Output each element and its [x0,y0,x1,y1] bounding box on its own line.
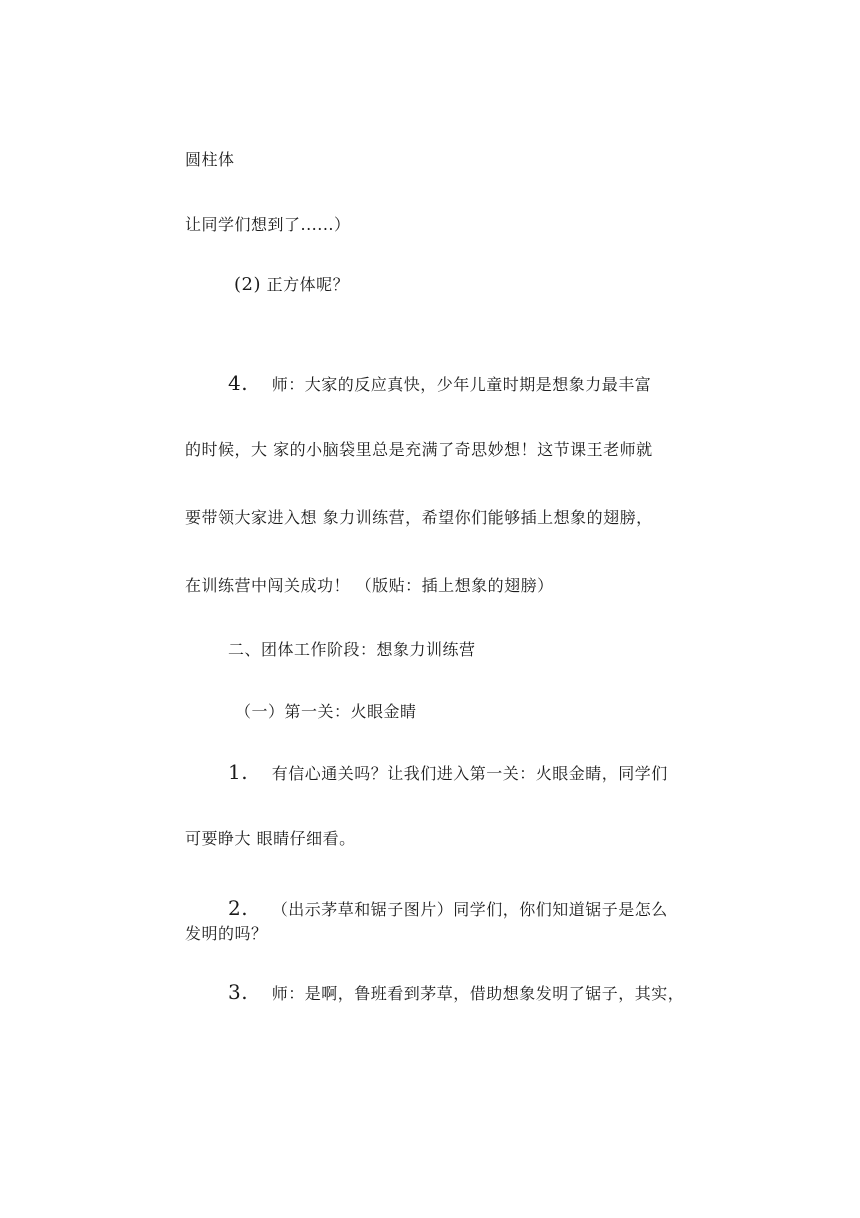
line-text: 要带领大家进入想 象力训练营，希望你们能够插上想象的翅膀， [185,508,653,527]
line-text: 的时候，大 家的小脑袋里总是充满了奇思妙想！这节课王老师就 [185,440,653,459]
text-line [185,215,351,235]
item-number: 4. [228,371,249,395]
line-text: （出示茅草和锯子图片）同学们，你们知道锯子是怎么 [271,900,668,919]
line-text: 师：是啊，鲁班看到茅草，借助想象发明了锯子，其实， [271,984,685,1003]
text-line [185,440,653,460]
text-line [228,898,668,920]
text-line [185,576,554,596]
item-number: (2) [234,274,261,295]
text-line [228,762,668,784]
line-text: 在训练营中闯关成功！ （版贴：插上想象的翅膀） [185,576,554,595]
heading-text: 二、团体工作阶段：想象力训练营 [228,640,476,659]
line-text: 圆柱体 [185,150,235,169]
subsection-heading [235,702,417,722]
line-text: 正方体呢？ [266,275,350,294]
item-number: 1. [228,760,249,784]
line-text: 师：大家的反应真快，少年儿童时期是想象力最丰富 [271,375,652,394]
line-text: 可要睁大 眼睛仔细看。 [185,829,356,848]
text-line [185,924,268,944]
line-text: 让同学们想到了......） [185,215,351,234]
item-number: 2. [228,896,249,920]
text-line [185,150,235,170]
line-text: 有信心通关吗？让我们进入第一关：火眼金睛，同学们 [271,764,668,783]
text-line [234,275,349,295]
text-line [185,508,653,528]
text-line [185,829,356,849]
section-heading [228,640,476,660]
text-line [228,982,684,1004]
heading-text: （一）第一关：火眼金睛 [235,702,417,721]
text-line [228,373,651,395]
item-number: 3. [228,980,249,1004]
line-text: 发明的吗？ [185,924,268,943]
